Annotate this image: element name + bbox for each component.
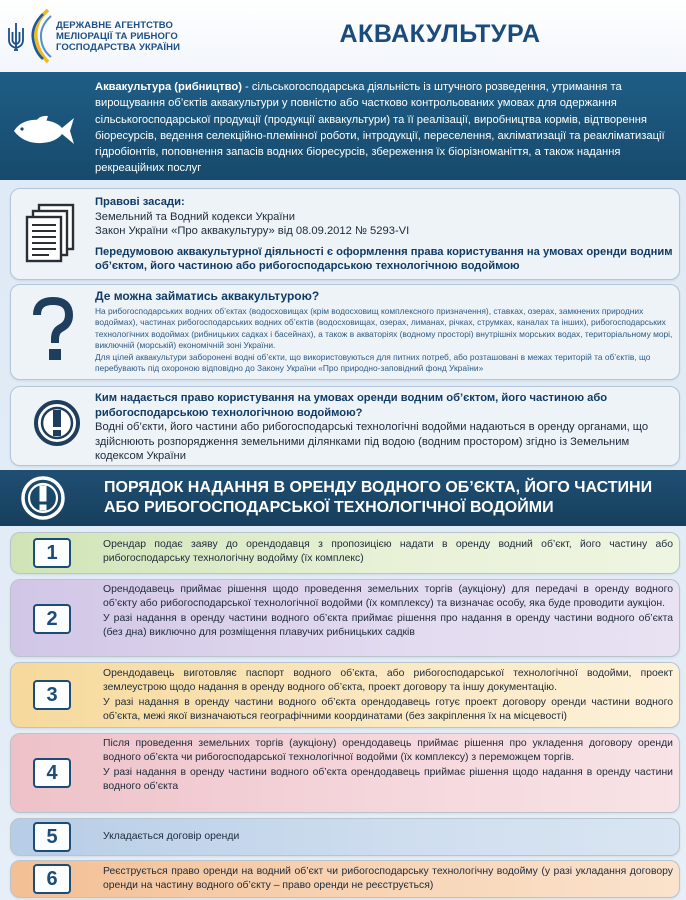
question-mark-icon [31,297,75,363]
step-number: 1 [33,538,71,568]
exclamation-circle-icon [33,399,81,447]
agency-name: ДЕРЖАВНЕ АГЕНТСТВО МЕЛІОРАЦІЇ ТА РИБНОГО ГОСПОДАРСТВА УКРАЇНИ [56,20,181,53]
step-text [103,667,673,725]
step-paragraph: Орендар подає заяву до орендодавця з пропозицією надати в оренду водний об’єкт, його частину або рибогосподарську технологічну водойму (їх комплекс) [103,539,673,565]
header [0,0,686,72]
who-content [95,391,675,464]
step-1 [10,532,680,574]
step-number: 2 [33,604,71,634]
where-text: На рибогосподарських водних об’єктах (водосховищах (крім водосховищ комплексного призначення), ставках, озерах, замкнених природних водоймах), частинах рибогосподарських водних об’єктів (водосховищах, озерах, лиманах, річках, струмках, каналах та інших), рибогосподарських технологічних водоймах (рибницьких садках і басейнах), а також в акваторіях (водному просторі) внутрішніх морських водах, територіальному морі, виключній (морській) економічній зоні України. [95,306,673,351]
step-text [103,538,673,567]
step-3 [10,662,680,728]
fish-icon [10,112,76,150]
step-number: 5 [33,822,71,852]
where-title: Де можна займатись аквакультурою? [95,289,320,303]
legal-content [95,195,675,274]
trident-icon [6,22,26,52]
who-title: Ким надається право користування на умовах оренди водним об’єктом, його частиною або рибогосподарською технологічною водоймою? [95,392,608,419]
who-text: Водні об’єкти, його частини або рибогосподарські технологічні водойми надаються в оренду органами, що здійснюють розпорядження земельними ділянками під водою (водним простором) згідно із Земельним кодексом України [95,421,649,462]
step-paragraph: У разі надання в оренду частини водного об’єкта приймає рішення про надання в оренду частини водного об’єкта (без дна) виключно для розміщення плавучих рибницьких садків [103,612,673,639]
definition-section [0,72,686,180]
legal-title: Правові засади: [95,196,185,208]
exclamation-circle-icon [20,475,66,521]
legal-note: Передумовою аквакультурної діяльності є оформлення права користування на умовах оренди водним об’єктом, його частиною або рибогосподарською технологічною водоймою [95,245,673,272]
step-4 [10,733,680,813]
step-number: 4 [33,758,71,788]
procedure-header [0,470,686,526]
step-paragraph: Орендодавець приймає рішення щодо проведення земельних торгів (аукціону) для передачі в оренду водного об’єкту або рибогосподарської технологічної водойми (їх комплексу) та визначає особу, яка буде проводити аукціон. [103,584,673,610]
step-text [103,583,673,641]
step-number: 3 [33,680,71,710]
step-6 [10,860,680,898]
step-paragraph: Укладається договір оренди [103,831,240,842]
definition-term: Аквакультура (рибництво) [95,81,242,93]
legal-line: Закон України «Про аквакультуру» від 08.09.2012 № 5293-VI [95,225,410,237]
procedure-title: ПОРЯДОК НАДАННЯ В ОРЕНДУ ВОДНОГО ОБ’ЄКТА, ЙОГО ЧАСТИНИ АБО РИБОГОСПОДАРСЬКОЇ ТЕХНОЛОГІЧНОЇ ВОДОЙМИ [104,479,653,516]
step-paragraph: Після проведення земельних торгів (аукціону) орендодавець приймає рішення про укладення договору оренди водного об’єкта чи рибогосподарської технологічної водойми (їх комплексу) з переможцем торгів. [103,738,673,764]
where-text: Для цілей аквакультури заборонені водні об’єкти, що використовуються для питних потреб, або розташовані в межах територій та об’єктів, що перебувають під охороною відповідно до Закону України «Про природно-заповідний фонд України» [95,351,651,374]
step-paragraph: У разі надання в оренду частини водного об’єкта орендодавець готує проект договору оренди частини водного об’єкта, межі якої визначаються географічними координатами (без закріплення їх на місцевості) [103,696,673,723]
step-paragraph: Реєструється право оренди на водний об’єкт чи рибогосподарську технологічну водойму (у разі укладання договору оренди на частину водного об’єкту – право оренди не реєструється) [103,866,673,892]
legal-basis-box [10,188,680,280]
step-text [103,865,673,894]
legal-line: Земельний та Водний кодекси України [95,210,295,223]
where-content [95,289,675,374]
step-paragraph: Орендодавець виготовляє паспорт водного об’єкта, або рибогосподарської технологічної водойми, проект землеустрою щодо надання в оренду водного об’єкта, проект договору та іншу документацію. [103,668,673,694]
step-text [103,737,673,795]
page-title: АКВАКУЛЬТУРА [339,20,541,48]
step-text [103,830,673,844]
step-5 [10,818,680,856]
step-paragraph: У разі надання в оренду частини водного об’єкта орендодавець приймає рішення щодо надання в оренду частини водного об’єкта [103,766,673,793]
step-number: 6 [33,864,71,894]
step-2 [10,579,680,657]
who-box [10,386,680,466]
where-box [10,284,680,380]
agency-logo-stripes [30,8,52,64]
definition-text [95,79,675,177]
documents-icon [25,203,77,265]
definition-body: - сільськогосподарська діяльність із штучного розведення, утримання та вирощування об’єктів аквакультури у повністю або частково контрольованих умовах для одержання сільськогосподарської продукції (продукції аквакультури) та її реалізації, виробництва кормів, відтворення біоресурсів, ведення селекційно-племінної роботи, інтродукції, переселення, акліматизації та реакліматизації гідробіонтів, поповнення запасів водних біоресурсів, збереження їх біорізноманіття, а також надання рекреаційних послуг [95,81,665,175]
